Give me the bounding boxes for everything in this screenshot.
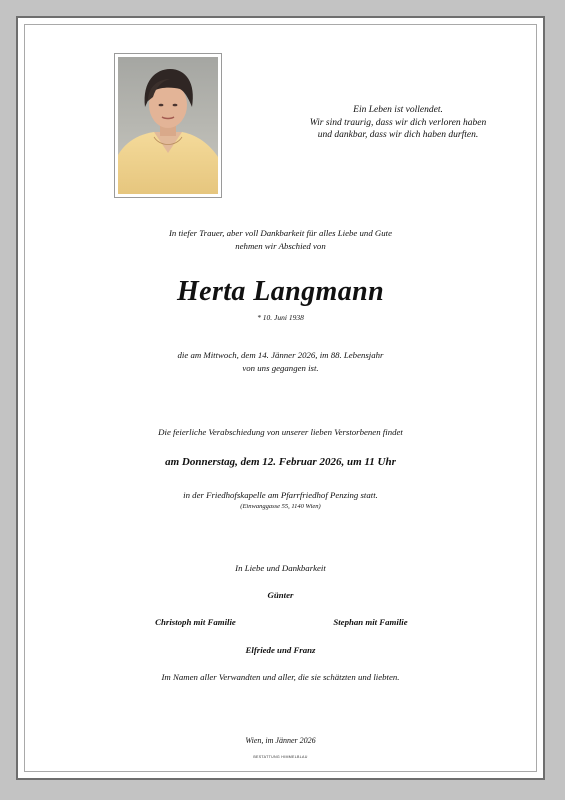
place-date: Wien, im Jänner 2026 xyxy=(245,736,316,745)
death-text xyxy=(18,349,543,375)
ceremony-place: in der Friedhofskapelle am Pfarrfriedhof Penzing statt. xyxy=(183,490,378,500)
mourner-left: Christoph mit Familie xyxy=(155,617,236,627)
death-line: die am Mittwoch, dem 14. Jänner 2026, im 88. Lebensjahr xyxy=(177,350,384,360)
intro-text xyxy=(18,227,543,253)
motto-line: und dankbar, dass wir dich haben durften. xyxy=(317,130,479,141)
death-notice-sheet xyxy=(16,16,545,780)
birth-date: * 10. Juni 1938 xyxy=(257,313,304,322)
intro-line: nehmen wir Abschied von xyxy=(235,241,326,252)
relatives-text: Im Namen aller Verwandten und aller, die sie schätzten und liebten. xyxy=(161,672,400,682)
ceremony-date: am Donnerstag, dem 12. Februar 2026, um 11 Uhr xyxy=(165,456,396,468)
mourner-last: Elfriede und Franz xyxy=(245,645,316,655)
mourner-first: Günter xyxy=(267,590,294,600)
motto-line: Wir sind traurig, dass wir dich verloren haben xyxy=(309,117,487,128)
motto-text xyxy=(268,104,528,142)
deceased-name: Herta Langmann xyxy=(176,276,385,307)
portrait-photo xyxy=(114,53,222,198)
ceremony-intro: Die feierliche Verabschiedung von unserer lieben Verstorbenen findet xyxy=(158,427,403,437)
intro-line: In tiefer Trauer, aber voll Dankbarkeit für alles Liebe und Gute xyxy=(168,228,393,238)
motto-line: Ein Leben ist vollendet. xyxy=(353,105,443,115)
ceremony-address: (Einwanggasse 55, 1140 Wien) xyxy=(240,503,321,510)
undertaker-name: BESTATTUNG HIMMELBLAU xyxy=(253,755,308,759)
portrait-image xyxy=(118,57,218,194)
death-line: von uns gegangen ist. xyxy=(242,363,319,374)
mourner-right: Stephan mit Familie xyxy=(333,617,408,627)
closing-text: In Liebe und Dankbarkeit xyxy=(235,563,326,573)
